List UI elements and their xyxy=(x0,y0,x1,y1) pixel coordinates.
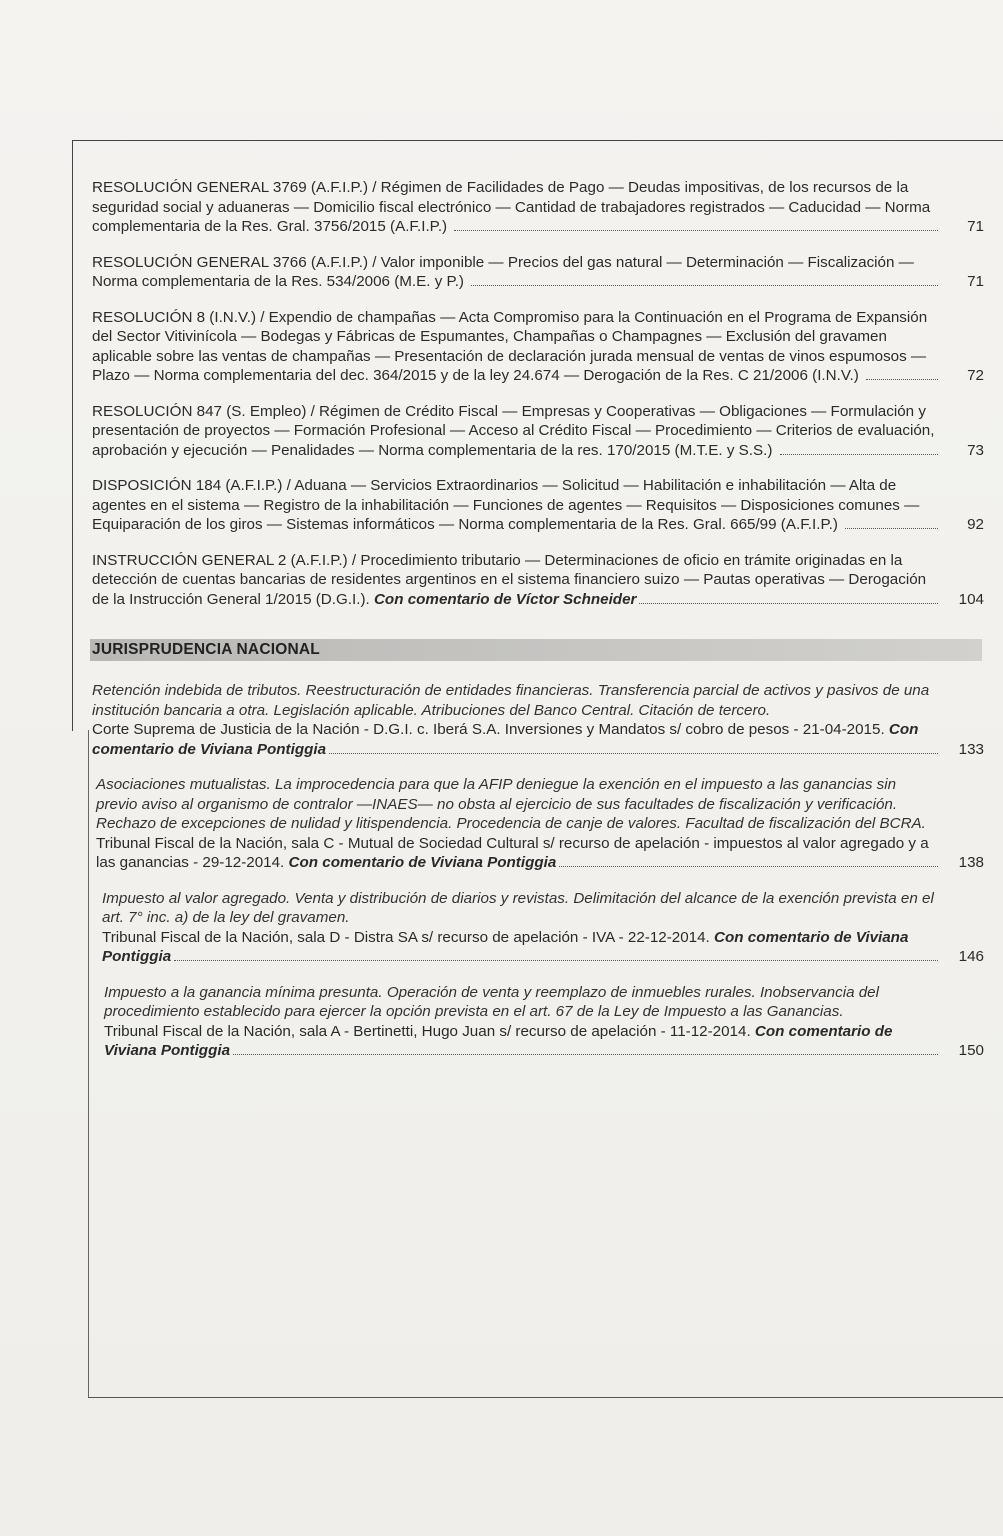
toc-entry-5[interactable] xyxy=(92,551,984,610)
case-summary: Asociaciones mutualistas. La improcedencia para que la AFIP deniegue la exención en el impuesto a las ganancias sin previo aviso al organismo de contralor —INAES— no obsta al ejercicio de sus facultades de fiscalización y verificación. Rechazo de excepciones de nulidad y litispendencia. Procedencia de canje de valores. Facultad de fiscalización del BCRA. xyxy=(96,776,926,832)
toc-entry-3[interactable] xyxy=(92,402,984,461)
toc-entry-0[interactable] xyxy=(92,178,984,237)
dot-leader xyxy=(845,518,938,529)
toc-entry-1[interactable] xyxy=(92,253,984,292)
dot-leader xyxy=(471,275,938,286)
case-summary: Impuesto al valor agregado. Venta y distribución de diarios y revistas. Delimitación del alcance de la exención prevista en el art. 7° inc. a) de la ley del gravamen. xyxy=(102,889,934,926)
case-summary: Impuesto a la ganancia mínima presunta. Operación de venta y reemplazo de inmuebles rurales. Inobservancia del procedimiento establecido para ejercer la opción prevista en el art. 67 de la Ley de Impuesto a las Ganancias. xyxy=(104,983,879,1020)
case-summary: Retención indebida de tributos. Reestructuración de entidades financieras. Transferencia parcial de activos y pasivos de una institución bancaria a otra. Legislación aplicable. Atribuciones del Banco Central. Citación de tercero. xyxy=(92,682,930,719)
dot-leader xyxy=(233,1044,938,1055)
page-number: 71 xyxy=(967,273,984,290)
page-number: 104 xyxy=(958,590,984,608)
comment-author: Con comentario de Viviana Pontiggia xyxy=(92,721,919,758)
dot-leader xyxy=(639,593,938,604)
entry-text: INSTRUCCIÓN GENERAL 2 (A.F.I.P.) / Procedimiento tributario — Determinaciones de oficio en trámite originadas en la detección de cuentas bancarias de residentes argentinos en el sistema financiero suizo — Pautas operativas — Derogación de la Instrucción General 1/2015 (D.G.I.). xyxy=(92,551,927,608)
page-number: 133 xyxy=(958,740,984,758)
frame-border-left xyxy=(88,730,89,1398)
section-heading: JURISPRUDENCIA NACIONAL xyxy=(90,639,982,661)
entry-text: RESOLUCIÓN GENERAL 3769 (A.F.I.P.) / Régimen de Facilidades de Pago — Deudas impositivas, de los recursos de la seguridad social y aduaneras — Domicilio fiscal electrónico — Cantidad de trabajadores registrados — Caducidad — Norma complementaria de la Res. Gral. 3756/2015 (A.F.I.P.) xyxy=(92,179,931,235)
page-number: 138 xyxy=(958,854,984,871)
comment-author: Con comentario de Viviana Pontiggia xyxy=(102,928,909,965)
page-number: 150 xyxy=(958,1042,984,1059)
page-number: 73 xyxy=(967,441,984,459)
comment-author: Con comentario de Viviana Pontiggia xyxy=(104,1022,893,1059)
page-number: 92 xyxy=(967,516,984,533)
dot-leader xyxy=(454,220,938,231)
toc-body xyxy=(92,178,984,1077)
frame-border-bottom xyxy=(88,1397,1003,1398)
case-citation: Tribunal Fiscal de la Nación, sala D - Distra SA s/ recurso de apelación - IVA - 22-12-2014. xyxy=(102,928,710,946)
page-number: 72 xyxy=(967,367,984,384)
dot-leader xyxy=(329,743,938,754)
entry-text: DISPOSICIÓN 184 (A.F.I.P.) / Aduana — Servicios Extraordinarios — Solicitud — Habilitación e inhabilitación — Alta de agentes en el sistema — Registro de la inhabilitación — Funciones de agentes — Requisitos — Disposiciones comunes — Equiparación de los giros — Sistemas informáticos — Norma complementaria de la Res. Gral. 665/99 (A.F.I.P.) xyxy=(92,477,920,533)
jurisprudence-entry-1[interactable] xyxy=(96,775,984,873)
entry-text: RESOLUCIÓN 847 (S. Empleo) / Régimen de Crédito Fiscal — Empresas y Cooperativas — Obligaciones — Formulación y presentación de proyectos — Formación Profesional — Acceso al Crédito Fiscal — Procedimiento — Criterios de evaluación, aprobación y ejecución — Penalidades — Norma complementaria de la res. 170/2015 (M.T.E. y S.S.) xyxy=(92,402,935,459)
entry-text: RESOLUCIÓN GENERAL 3766 (A.F.I.P.) / Valor imponible — Precios del gas natural — Determinación — Fiscalización — Norma complementaria de la Res. 534/2006 (M.E. y P.) xyxy=(92,253,914,290)
dot-leader xyxy=(866,369,938,380)
page-number: 71 xyxy=(967,218,984,235)
entry-text: RESOLUCIÓN 8 (I.N.V.) / Expendio de champañas — Acta Compromiso para la Continuación en el Programa de Expansión del Sector Vitivinícola — Bodegas y Fábricas de Espumantes, Champañas o Champagnes — Exclusión del gravamen aplicable sobre las ventas de champañas — Presentación de declaración jurada mensual de ventas de vinos espumosos — Plazo — Norma complementaria del dec. 364/2015 y de la ley 24.674 — Derogación de la Res. C 21/2006 (I.N.V.) xyxy=(92,308,928,384)
comment-author: Con comentario de Víctor Schneider xyxy=(373,590,637,608)
page-number: 146 xyxy=(958,948,984,965)
toc-entry-4[interactable] xyxy=(92,476,984,535)
dot-leader xyxy=(174,950,938,961)
case-citation: Tribunal Fiscal de la Nación, sala A - Bertinetti, Hugo Juan s/ recurso de apelación - 11-12-2014. xyxy=(104,1022,751,1040)
dot-leader xyxy=(780,444,938,455)
dot-leader xyxy=(559,856,938,867)
comment-author: Con comentario de Viviana Pontiggia xyxy=(288,854,557,871)
jurisprudence-entry-2[interactable] xyxy=(102,889,984,967)
case-citation: Corte Suprema de Justicia de la Nación - D.G.I. c. Iberá S.A. Inversiones y Mandatos s/ cobro de pesos - 21-04-2015. xyxy=(92,721,885,738)
jurisprudence-entry-0[interactable] xyxy=(92,681,984,759)
case-citation: Tribunal Fiscal de la Nación, sala C - Mutual de Sociedad Cultural s/ recurso de apelación - impuestos al valor agregado y a las ganancias - 29-12-2014. xyxy=(96,834,929,871)
jurisprudence-entry-3[interactable] xyxy=(104,983,984,1061)
toc-entry-2[interactable] xyxy=(92,308,984,386)
